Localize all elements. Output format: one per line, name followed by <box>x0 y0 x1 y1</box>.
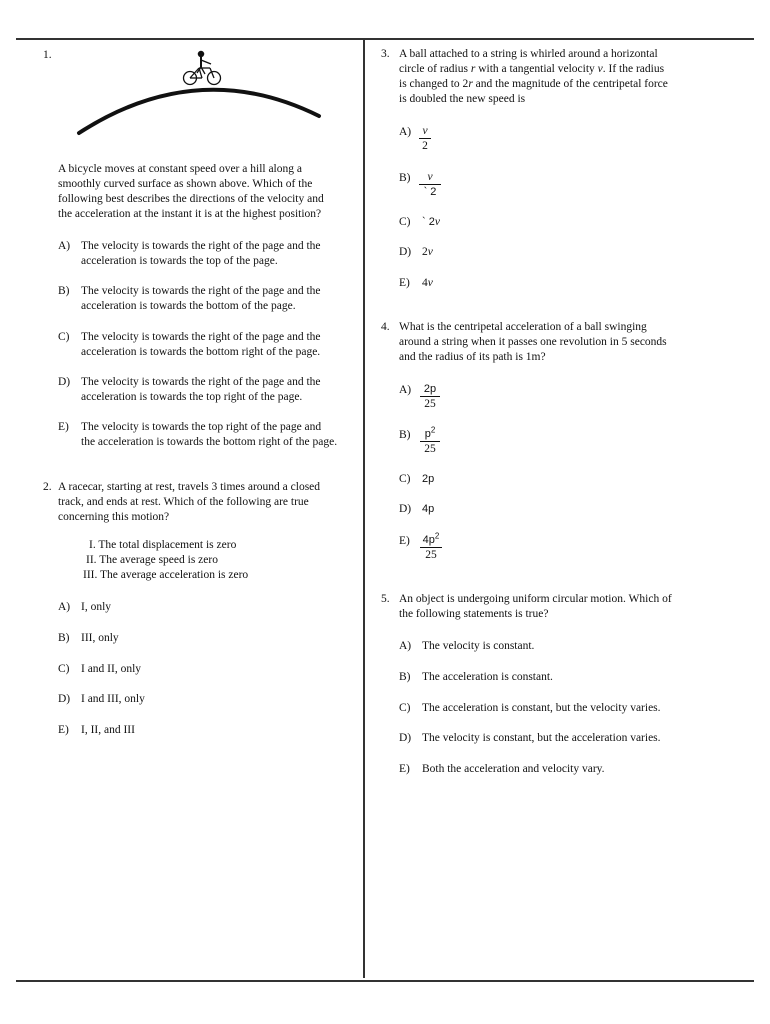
numerator <box>420 425 440 442</box>
option-label: C) <box>399 473 411 485</box>
option-text: 4p <box>422 503 435 515</box>
numerator <box>420 531 442 548</box>
question-number: 1. <box>43 49 52 61</box>
option-text <box>81 420 381 450</box>
column-divider <box>363 40 365 978</box>
text-run: 2 <box>422 246 428 258</box>
fraction <box>420 531 442 562</box>
option-label: E) <box>399 763 410 775</box>
numerator: 2p <box>420 383 440 397</box>
exponent: 2 <box>430 425 436 435</box>
text-line: acceleration is towards the bottom right of the page. <box>81 346 321 358</box>
text-line <box>399 62 668 77</box>
text-line: The velocity is towards the right of the page and the <box>81 376 321 388</box>
velocity-symbol: v <box>427 246 433 258</box>
text-run: . If the radius <box>602 63 665 75</box>
option-label: A) <box>399 640 412 652</box>
option-label: D) <box>399 503 412 515</box>
statement-ii: II. The average speed is zero <box>86 554 218 566</box>
question-number: 5. <box>381 593 390 605</box>
bicycle-hill-illustration <box>76 48 324 138</box>
text-line: A bicycle moves at constant speed over a hill along a <box>58 163 302 175</box>
option-label: A) <box>58 601 71 613</box>
option-text: III, only <box>81 632 119 644</box>
denominator: ` 2 <box>423 186 437 198</box>
text-run: p <box>424 428 431 440</box>
option-label: B) <box>58 285 70 297</box>
text-line: the acceleration is towards the bottom right of the page. <box>81 436 338 448</box>
velocity-symbol: v <box>434 216 440 228</box>
question-text <box>399 47 668 107</box>
option-label: C) <box>399 216 411 228</box>
text-run: 4 <box>422 277 428 289</box>
question-text <box>58 162 324 222</box>
text-line: the acceleration at the instant it is at the highest position? <box>58 208 322 220</box>
option-text: 2p <box>422 473 435 485</box>
option-text: I and III, only <box>81 693 145 705</box>
option-text <box>422 215 440 230</box>
fraction <box>420 425 440 456</box>
fraction <box>419 125 431 153</box>
denominator: 25 <box>425 549 437 561</box>
option-label: A) <box>399 126 412 138</box>
denominator: 25 <box>424 443 436 455</box>
statement-i: I. The total displacement is zero <box>89 539 237 551</box>
fraction <box>420 383 440 411</box>
question-number: 2. <box>43 481 52 493</box>
option-label: D) <box>58 376 71 388</box>
numerator: v <box>419 171 441 185</box>
denominator: 2 <box>422 140 428 152</box>
bicycle-icon <box>184 51 221 84</box>
option-text: The velocity is constant. <box>422 640 535 652</box>
option-label: C) <box>399 702 411 714</box>
text-line: An object is undergoing uniform circular motion. Which of <box>399 593 672 605</box>
velocity-symbol: v <box>597 63 603 75</box>
question-text <box>399 320 667 365</box>
option-text <box>422 245 433 260</box>
text-line: concerning this motion? <box>58 511 170 523</box>
option-label: B) <box>399 671 411 683</box>
option-label: A) <box>399 384 412 396</box>
text-line: What is the centripetal acceleration of a ball swinging <box>399 321 647 333</box>
option-label: E) <box>399 535 410 547</box>
text-line: acceleration is towards the bottom of the page. <box>81 300 296 312</box>
option-text: The acceleration is constant, but the velocity varies. <box>422 702 661 714</box>
denominator: 25 <box>424 398 436 410</box>
text-line: The velocity is towards the right of the page and the <box>81 240 321 252</box>
text-line: around a string when it passes one revolution in 5 seconds <box>399 336 667 348</box>
text-line: The velocity is towards the top right of the page and <box>81 421 322 433</box>
text-run: and the magnitude of the centripetal force <box>472 78 668 90</box>
text-line: The velocity is towards the right of the page and the <box>81 331 321 343</box>
question-number: 3. <box>381 48 390 60</box>
option-label: E) <box>58 421 69 433</box>
text-line: acceleration is towards the top right of the page. <box>81 391 303 403</box>
option-text <box>81 330 381 360</box>
exponent: 2 <box>434 531 440 541</box>
option-text: I, II, and III <box>81 724 135 736</box>
text-run: 4p <box>422 534 435 546</box>
option-text: The velocity is constant, but the acceleration varies. <box>422 732 661 744</box>
top-rule <box>16 38 754 40</box>
velocity-symbol: v <box>427 277 433 289</box>
text-line <box>399 77 668 92</box>
option-label: D) <box>399 246 412 258</box>
option-text <box>81 375 381 405</box>
text-run: with a tangential velocity <box>475 63 598 75</box>
option-label: C) <box>58 663 70 675</box>
text-line: The velocity is towards the right of the page and the <box>81 285 321 297</box>
text-line: A ball attached to a string is whirled around a horizontal <box>399 48 658 60</box>
option-text: The acceleration is constant. <box>422 671 553 683</box>
text-run: circle of radius <box>399 63 471 75</box>
option-label: D) <box>399 732 412 744</box>
option-text: Both the acceleration and velocity vary. <box>422 763 605 775</box>
question-text <box>58 480 320 525</box>
option-label: C) <box>58 331 70 343</box>
option-label: A) <box>58 240 71 252</box>
option-text <box>422 276 433 291</box>
option-label: B) <box>399 172 411 184</box>
option-text: I, only <box>81 601 112 613</box>
radius-symbol: r <box>468 78 473 90</box>
text-line: track, and ends at rest. Which of the following are true <box>58 496 309 508</box>
text-line: smoothly curved surface as shown above. Which of the <box>58 178 313 190</box>
fraction <box>419 171 441 199</box>
statement-iii: III. The average acceleration is zero <box>83 569 249 581</box>
option-label: E) <box>58 724 69 736</box>
text-line: acceleration is towards the top of the page. <box>81 255 278 267</box>
option-label: E) <box>399 277 410 289</box>
text-line: A racecar, starting at rest, travels 3 times around a closed <box>58 481 321 493</box>
option-label: D) <box>58 693 71 705</box>
option-text: I and II, only <box>81 663 142 675</box>
text-line: the following statements is true? <box>399 608 549 620</box>
numerator: v <box>419 125 431 139</box>
text-run: is changed to 2 <box>399 78 469 90</box>
option-text <box>81 284 381 314</box>
bottom-rule <box>16 980 754 982</box>
text-line: is doubled the new speed is <box>399 93 526 105</box>
text-line: following best describes the directions of the velocity and <box>58 193 324 205</box>
radius-symbol: r <box>470 63 476 75</box>
text-run: ` 2 <box>422 216 435 228</box>
option-text <box>81 239 381 269</box>
option-label: B) <box>399 429 411 441</box>
option-label: B) <box>58 632 70 644</box>
text-line: and the radius of its path is 1m? <box>399 351 546 363</box>
question-number: 4. <box>381 321 390 333</box>
question-text <box>399 592 672 622</box>
